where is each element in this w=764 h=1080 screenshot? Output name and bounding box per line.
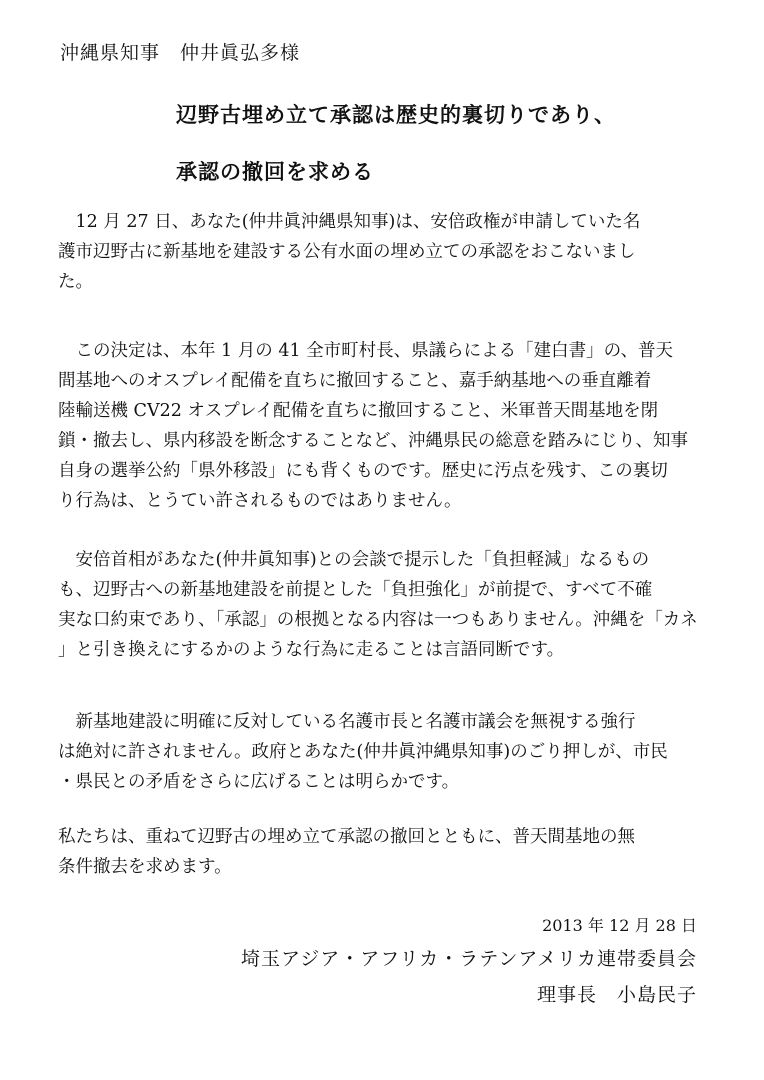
- paragraph-line: た。: [58, 272, 93, 292]
- paragraph-line: 間基地へのオスプレイ配備を直ちに撤回すること、嘉手納基地への垂直離着: [58, 371, 652, 391]
- organization-name: 埼玉アジア・アフリカ・ラテンアメリカ連帯委員会: [240, 948, 697, 970]
- paragraph-2: [58, 336, 710, 516]
- paragraph-line: 条件撤去を求めます。: [58, 857, 232, 877]
- paragraph-line: 鎖・撤去し、県内移設を断念することなど、沖縄県民の総意を踏みにじり、知事: [58, 431, 688, 451]
- paragraph-line: 私たちは、重ねて辺野古の埋め立て承認の撤回とともに、普天間基地の無: [58, 827, 636, 847]
- title-line-2: 承認の撤回を求める: [176, 160, 374, 184]
- paragraph-4: [58, 707, 710, 797]
- paragraph-line: り行為は、とうてい許されるものではありません。: [58, 491, 462, 511]
- paragraph-line: 」と引き換えにするかのような行為に走ることは言語同断です。: [58, 640, 565, 660]
- paragraph-line: 自身の選挙公約「県外移設」にも背くものです。歴史に汚点を残す、この裏切: [58, 461, 668, 481]
- paragraph-line: ・県民との矛盾をさらに広げることは明らかです。: [58, 772, 460, 792]
- paragraph-line: 護市辺野古に新基地を建設する公有水面の埋め立ての承認をおこないまし: [58, 242, 636, 262]
- paragraph-5: [58, 822, 710, 882]
- addressee: 沖縄県知事 仲井眞弘多様: [60, 42, 301, 64]
- title-line-1: 辺野古埋め立て承認は歴史的裏切りであり、: [176, 103, 616, 127]
- paragraph-line: 新基地建設に明確に反対している名護市長と名護市議会を無視する強行: [58, 712, 636, 732]
- paragraph-line: も、辺野古への新基地建設を前提とした「負担強化」が前提で、すべて不確: [58, 580, 653, 600]
- paragraph-3: [58, 545, 710, 665]
- paragraph-line: 安倍首相があなた(仲井眞知事)との会談で提示した「負担軽減」なるもの: [58, 550, 650, 570]
- paragraph-line: は絶対に許されません。政府とあなた(仲井眞沖縄県知事)のごり押しが、市民: [58, 742, 668, 762]
- letter-date: 2013 年 12 月 28 日: [542, 916, 697, 935]
- paragraph-1: [58, 207, 710, 297]
- signatory: 理事長 小島民子: [536, 984, 697, 1006]
- paragraph-line: 実な口約束であり、「承認」の根拠となる内容は一つもありません。沖縄を「カネ: [58, 610, 698, 630]
- paragraph-line: 陸輸送機 CV22 オスプレイ配備を直ちに撤回すること、米軍普天間基地を閉: [58, 401, 659, 421]
- paragraph-line: 12 月 27 日、あなた(仲井眞沖縄県知事)は、安倍政権が申請していた名: [58, 212, 641, 232]
- paragraph-line: この決定は、本年 1 月の 41 全市町村長、県議らによる「建白書」の、普天: [58, 341, 673, 361]
